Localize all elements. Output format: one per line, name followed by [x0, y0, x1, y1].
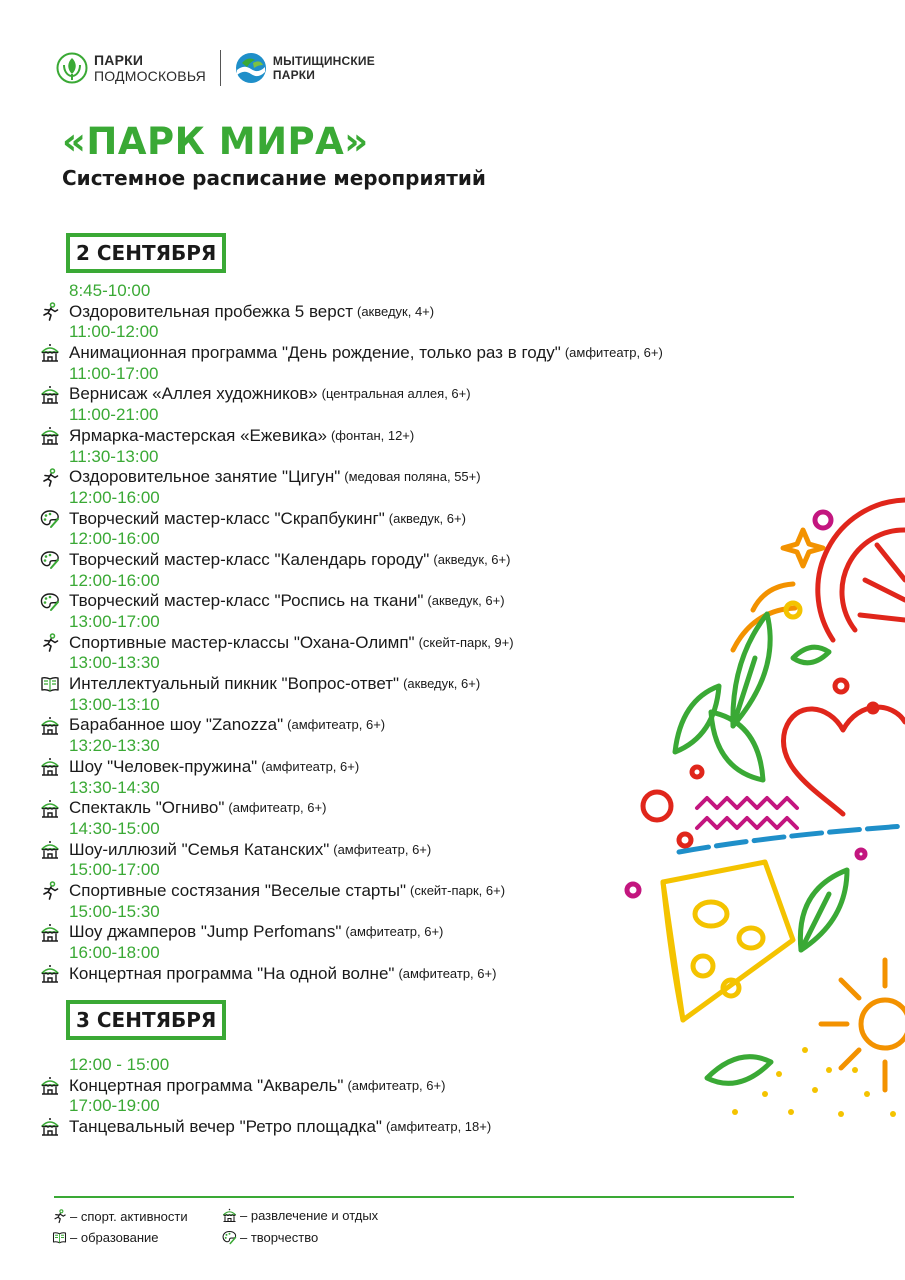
event-title: Шоу джамперов "Jump Perfomans" [69, 922, 342, 942]
event-title: Творческий мастер-класс "Скрапбукинг" [69, 508, 385, 528]
sport-icon [40, 881, 60, 901]
parks-podmoskovya-logo-icon [56, 52, 88, 84]
event-location: (акведук, 6+) [403, 676, 481, 692]
event-title: Шоу "Человек-пружина" [69, 756, 258, 776]
event-title: Интеллектуальный пикник "Вопрос-ответ" [69, 674, 400, 694]
legend-entertainment [222, 1206, 378, 1224]
legend-sport [52, 1207, 188, 1225]
entertainment-icon [40, 343, 60, 363]
event-location: (амфитеатр, 6+) [333, 841, 432, 857]
sport-icon [52, 1209, 67, 1224]
logo-divider [220, 50, 221, 86]
date-heading-day1: 2 СЕНТЯБРЯ [66, 233, 226, 273]
logo-mytishchi-line2: ПАРКИ [272, 68, 316, 82]
event-time: 12:00-16:00 [69, 570, 160, 590]
event-title: Оздоровительное занятие "Цигун" [69, 467, 341, 487]
legend-education [52, 1228, 159, 1246]
legend-entertainment-label: – развлечение и отдых [240, 1207, 379, 1223]
entertainment-icon [40, 1076, 60, 1096]
event-location: (акведук, 6+) [388, 510, 466, 526]
creativity-icon [40, 550, 60, 570]
event-time: 12:00 - 15:00 [69, 1055, 170, 1074]
event-time: 13:20-13:30 [69, 736, 160, 756]
mytishchi-parks-logo-icon [235, 52, 267, 84]
event-location: (акведук, 6+) [427, 593, 505, 609]
event-location: (скейт-парк, 9+) [418, 634, 514, 650]
logo-mytishchi-line1: МЫТИЩИНСКИЕ [272, 54, 375, 68]
event-time: 11:00-12:00 [69, 322, 159, 342]
entertainment-icon [40, 799, 60, 819]
entertainment-icon [40, 923, 60, 943]
event-title: Ярмарка-мастерская «Ежевика» [69, 425, 327, 445]
decorative-illustration [615, 490, 905, 1130]
event-item [40, 467, 860, 488]
event-title: Спортивные мастер-классы "Охана-Олимп" [69, 632, 415, 652]
event-title: Шоу-иллюзий "Семья Катанских" [69, 839, 330, 859]
legend-creativity [222, 1228, 318, 1246]
logo-parks-line2: ПОДМОСКОВЬЯ [94, 68, 206, 84]
event-title: Спектакль "Огниво" [69, 798, 225, 818]
event-title: Концертная программа "На одной волне" [69, 963, 395, 983]
page-title: «ПАРК МИРА» [62, 120, 369, 163]
event-location: (центральная аллея, 6+) [321, 386, 471, 402]
event-time: 12:00-16:00 [69, 529, 160, 549]
event-location: (медовая поляна, 55+) [344, 469, 481, 485]
event-item [40, 302, 860, 323]
event-time: 11:30-13:00 [69, 446, 159, 466]
event-location: (амфитеатр, 6+) [345, 924, 444, 940]
event-title: Творческий мастер-класс "Роспись на ткани" [69, 591, 424, 611]
event-location: (амфитеатр, 6+) [228, 800, 327, 816]
entertainment-icon [40, 716, 60, 736]
legend-education-label: – образование [70, 1229, 159, 1245]
event-title: Анимационная программа "День рождение, только раз в году" [69, 343, 561, 363]
event-time: 11:00-17:00 [69, 363, 159, 383]
event-location: (амфитеатр, 6+) [398, 965, 497, 981]
legend-creativity-label: – творчество [240, 1229, 319, 1245]
event-title: Вернисаж «Аллея художников» [69, 384, 318, 404]
event-time: 15:00-17:00 [69, 860, 160, 880]
event-location: (амфитеатр, 6+) [287, 717, 386, 733]
event-location: (фонтан, 12+) [330, 427, 415, 443]
event-title: Оздоровительная пробежка 5 верст [69, 301, 353, 321]
entertainment-icon [40, 840, 60, 860]
header-logos [56, 48, 375, 88]
logo-mytishchi-text [273, 54, 375, 82]
event-item [40, 384, 860, 405]
event-location: (амфитеатр, 6+) [564, 345, 663, 361]
sport-icon [40, 633, 60, 653]
event-location: (амфитеатр, 6+) [261, 758, 360, 774]
event-time: 13:30-14:30 [69, 777, 160, 797]
entertainment-icon [222, 1208, 237, 1223]
event-title: Спортивные состязания "Веселые старты" [69, 880, 407, 900]
footer-divider [54, 1196, 794, 1198]
event-item [40, 426, 860, 447]
logo-parks-text [94, 52, 206, 84]
event-title: Творческий мастер-класс "Календарь городу" [69, 549, 430, 569]
entertainment-icon [40, 426, 60, 446]
education-icon [40, 674, 60, 694]
event-time: 13:00-17:00 [69, 612, 160, 631]
entertainment-icon [40, 964, 60, 984]
entertainment-icon [40, 1117, 60, 1137]
event-time: 11:00-21:00 [69, 405, 159, 425]
entertainment-icon [40, 385, 60, 405]
sport-icon [40, 302, 60, 322]
event-title: Концертная программа "Акварель" [69, 1075, 344, 1095]
event-time: 16:00-18:00 [69, 943, 160, 962]
event-time: 14:30-15:00 [69, 818, 160, 838]
event-location: (акведук, 6+) [433, 551, 511, 567]
page-subtitle: Системное расписание мероприятий [62, 166, 486, 190]
event-time: 13:00-13:10 [69, 694, 160, 714]
event-item [40, 343, 860, 364]
event-location: (акведук, 4+) [357, 303, 435, 319]
creativity-icon [40, 592, 60, 612]
event-time: 15:00-15:30 [69, 901, 160, 921]
event-location: (амфитеатр, 6+) [347, 1077, 446, 1093]
event-time: 13:00-13:30 [69, 653, 160, 673]
event-time: 12:00-16:00 [69, 487, 160, 507]
sport-icon [40, 468, 60, 488]
event-location: (скейт-парк, 6+) [410, 882, 506, 898]
creativity-icon [222, 1230, 237, 1245]
event-time: 8:45-10:00 [69, 281, 151, 300]
event-time: 17:00-19:00 [69, 1096, 160, 1116]
event-title: Барабанное шоу "Zanozza" [69, 715, 284, 735]
education-icon [52, 1230, 67, 1245]
event-title: Танцевальный вечер "Ретро площадка" [69, 1117, 382, 1137]
date-heading-day2: 3 СЕНТЯБРЯ [66, 1000, 226, 1040]
entertainment-icon [40, 757, 60, 777]
legend-sport-label: – спорт. активности [70, 1208, 188, 1224]
logo-parks-line1: ПАРКИ [94, 52, 144, 68]
creativity-icon [40, 509, 60, 529]
event-location: (амфитеатр, 18+) [385, 1119, 492, 1135]
